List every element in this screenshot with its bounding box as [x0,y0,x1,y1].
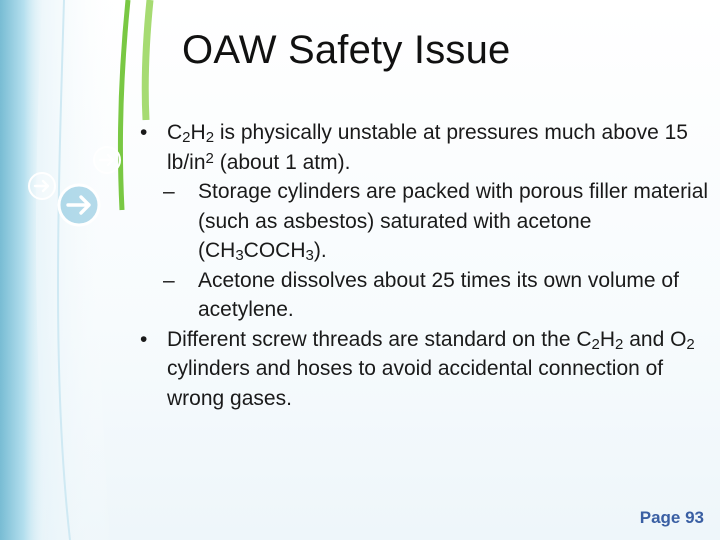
sub-bullet-item [140,177,715,266]
bullet-text: and O [623,327,687,351]
bullet-item [140,118,715,177]
sub-bullet-item [140,266,715,325]
bullet-text: C [167,121,183,144]
page-number: Page 93 [639,508,704,527]
bullet-marker: • [140,121,148,144]
subscript: 2 [615,335,624,353]
bullet-marker: • [140,327,148,351]
bullet-text: H [190,121,206,144]
superscript: 2 [205,149,214,167]
sub-bullet-text: Storage cylinders are packed with porous filler material (such as asbestos) saturated with acetone (CH [198,180,709,262]
bullet-text: cylinders and hoses to avoid accidental connection of wrong gases. [167,357,664,410]
sub-bullet-text: Acetone dissolves about 25 times its own volume of acetylene. [198,268,679,321]
bullet-text: is physically unstable at pressures much above 15 lb/in [167,121,688,174]
sub-bullet-marker: – [163,180,175,203]
arrow-icon [27,171,57,201]
subscript: 2 [205,129,215,146]
subscript: 3 [235,247,244,264]
slide-title: OAW Safety Issue [182,28,511,72]
arrow-icon [56,182,102,228]
bullet-text: Different screw threads are standard on the C [167,327,592,351]
subscript: 2 [686,335,695,353]
sub-bullet-marker: – [163,268,175,292]
bullet-text: (about 1 atm). [213,150,351,174]
bullet-item [140,325,715,414]
sub-bullet-text: COCH [243,239,306,262]
slide-body [140,118,715,413]
bullet-text: H [599,327,616,351]
sub-bullet-text: ). [313,239,327,262]
arrow-icon [92,145,122,175]
subscript: 2 [182,129,191,146]
subscript: 2 [591,335,600,353]
subscript: 3 [305,247,314,264]
